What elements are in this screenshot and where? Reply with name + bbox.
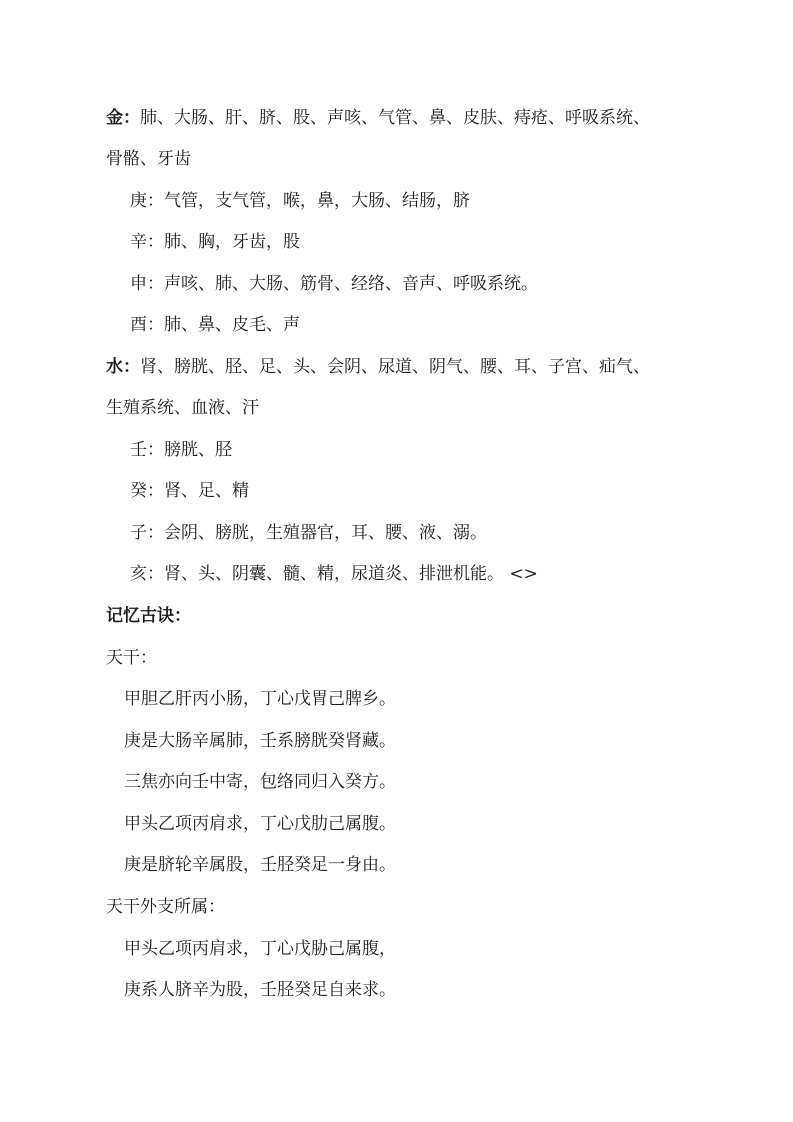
tiangan-line: 三焦亦向壬中寄，包络同归入癸方。 — [124, 772, 396, 792]
water-item-zi: 子：会阴、膀胱，生殖器官，耳、腰、液、溺。 — [130, 523, 487, 543]
water-text: 肾、膀胱、胫、足、头、会阴、尿道、阴气、腰、耳、子宫、疝气、 — [140, 357, 650, 377]
water-colon: ： — [123, 357, 140, 377]
outer-line: 庚系人脐辛为股，壬胫癸足自来求。 — [124, 980, 396, 1000]
tiangan-line: 庚是大肠辛属肺，壬系膀胱癸肾藏。 — [124, 731, 396, 751]
metal-colon: ： — [123, 108, 140, 128]
water-line — [106, 356, 650, 378]
metal-item-xin: 辛：肺、胸，牙齿，股 — [130, 232, 300, 252]
metal-label: 金 — [106, 108, 123, 128]
outer-label: 天干外支所属： — [106, 897, 225, 917]
outer-line: 甲头乙项丙肩求，丁心戊胁己属腹， — [124, 939, 396, 959]
tiangan-line: 庚是脐轮辛属股，壬胫癸足一身由。 — [124, 855, 396, 875]
water-item-gui: 癸：肾、足、精 — [130, 481, 249, 501]
tiangan-line: 甲胆乙肝丙小肠，丁心戊胃己脾乡。 — [124, 689, 396, 709]
tiangan-line: 甲头乙项丙肩求，丁心戊肋己属腹。 — [124, 814, 396, 834]
metal-item-you: 酉：肺、鼻、皮毛、声 — [130, 315, 300, 335]
metal-item-shen: 申：声咳、肺、大肠、筋骨、经络、音声、呼吸系统。 — [130, 274, 538, 294]
water-item-ren: 壬：膀胱、胫 — [130, 440, 232, 460]
metal-item-geng: 庚：气管，支气管，喉，鼻，大肠、结肠，脐 — [130, 191, 470, 211]
water-line-cont: 生殖系统、血液、汗 — [106, 398, 259, 418]
metal-line — [106, 107, 650, 129]
metal-text: 肺、大肠、肝、脐、股、声咳、气管、鼻、皮肤、痔疮、呼吸系统、 — [140, 108, 650, 128]
mnemonic-heading: 记忆古诀： — [106, 606, 191, 626]
water-item-hai: 亥：肾、头、阴囊、髓、精，尿道炎、排泄机能。 <> — [130, 564, 538, 584]
water-label: 水 — [106, 357, 123, 377]
metal-line-cont: 骨骼、牙齿 — [106, 149, 191, 169]
tiangan-label: 天干： — [106, 648, 157, 668]
